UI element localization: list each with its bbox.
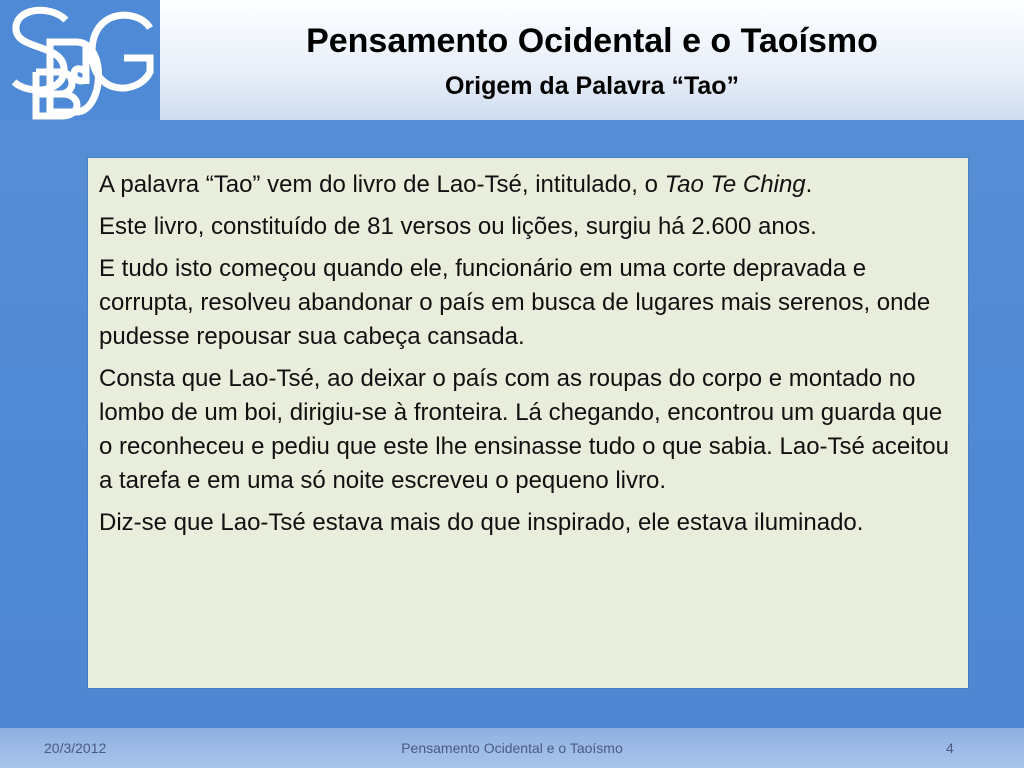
slide-footer <box>0 728 1024 768</box>
book-title: Tao Te Ching <box>664 171 806 198</box>
page-number: 4 <box>946 740 954 756</box>
paragraph-5: Diz-se que Lao-Tsé estava mais do que inspirado, ele estava iluminado. <box>99 509 864 536</box>
paragraph-1 <box>99 168 956 202</box>
slide-subtitle: Origem da Palavra “Tao” <box>444 72 740 100</box>
paragraph-4: Consta que Lao-Tsé, ao deixar o país com as roupas do corpo e montado no lombo de um boi, dirigiu-se à fronteira. Lá chegando, encontrou um guarda que o reconheceu e pediu que este lhe ensinasse tudo o que sabia. Lao-Tsé aceitou a tarefa e em uma só noite escreveu o pequeno livro. <box>99 365 949 494</box>
footer-title: Pensamento Ocidental e o Taoísmo <box>401 740 623 756</box>
paragraph-2: Este livro, constituído de 81 versos ou lições, surgiu há 2.600 anos. <box>99 213 817 240</box>
paragraph-1-text: A palavra “Tao” vem do livro de Lao-Tsé, intitulado, o <box>99 171 665 198</box>
paragraph-3: E tudo isto começou quando ele, funcionário em uma corte depravada e corrupta, resolveu abandonar o país em busca de lugares mais serenos, onde pudesse repousar sua cabeça cansada. <box>99 255 931 350</box>
footer-date: 20/3/2012 <box>44 740 107 756</box>
slide-title: Pensamento Ocidental e o Taoísmo <box>306 22 878 60</box>
content-box <box>88 158 968 688</box>
paragraph-1-end: . <box>805 171 813 198</box>
slide-header <box>0 0 1024 120</box>
sdg-logo <box>0 0 160 120</box>
